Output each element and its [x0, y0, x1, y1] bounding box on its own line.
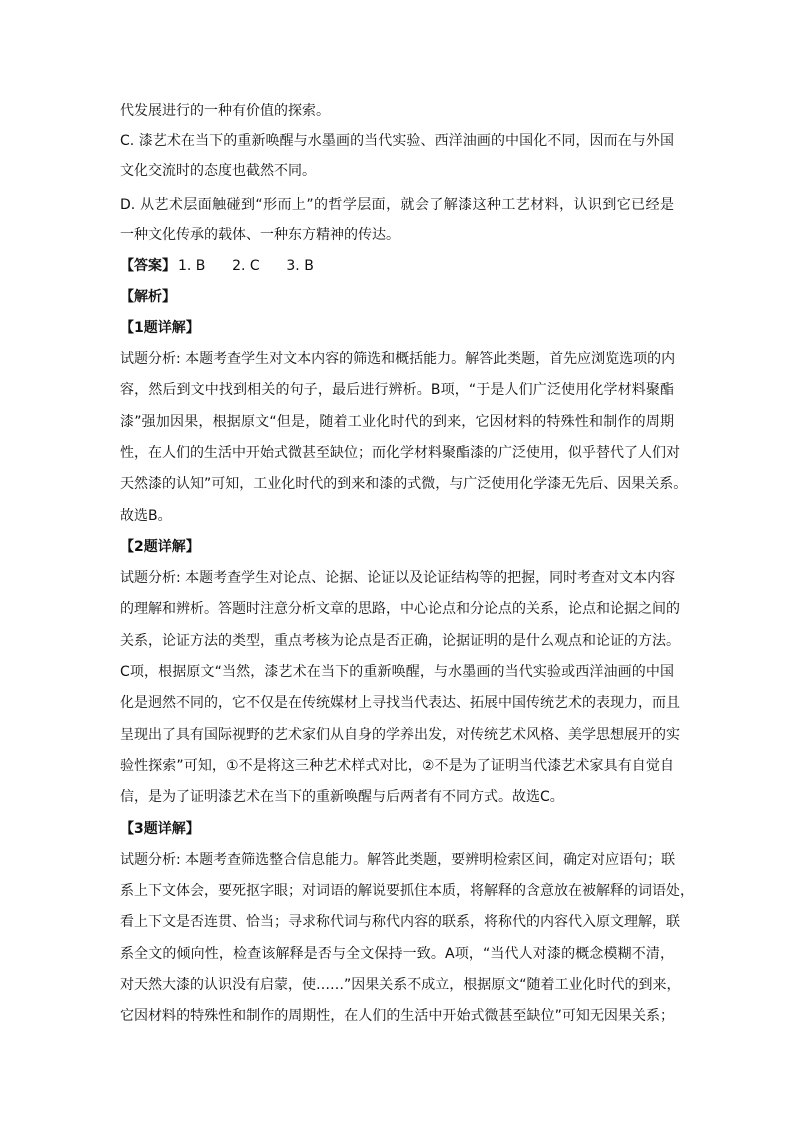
text-line: 对天然大漆的认识没有启蒙，使……”因果关系不成立，根据原文“随着工业化时代的到来， — [120, 977, 681, 993]
text-line: 关系，论证方法的类型，重点考核为论点是否正确，论据证明的是什么观点和论证的方法。 — [120, 633, 680, 649]
text-line: 的理解和辨析。答题时注意分析文章的思路，中心论点和分论点的关系，论点和论据之间的 — [120, 601, 680, 617]
section-heading-2: 【2题详解】 — [120, 539, 200, 555]
text-line: 呈现出了具有国际视野的艺术家们从自身的学养出发，对传统艺术风格、美学思想展开的实 — [120, 727, 680, 743]
option-d-line: D. 从艺术层面触碰到“形而上”的哲学层面，就会了解漆这种工艺材料，认识到它已经是 — [120, 197, 674, 213]
text-line: 容，然后到文中找到相关的句子，最后进行辨析。B项，“于是人们广泛使用化学材料聚酯 — [120, 382, 674, 398]
text-line: 文化交流时的态度也截然不同。 — [120, 163, 316, 179]
text-line: 看上下文是否连贯、恰当；寻求称代词与称代内容的联系，将称代的内容代入原文理解，联 — [120, 914, 680, 930]
text-line: 漆”强加因果，根据原文“但是，随着工业化时代的到来，它因材料的特殊性和制作的周期 — [120, 414, 674, 430]
answer-label: 【答案】 — [120, 258, 176, 274]
text-line: 一种文化传承的载体、一种东方精神的传达。 — [120, 227, 400, 243]
text-line: 系全文的倾向性，检查该解释是否与全文保持一致。A项，“当代人对漆的概念模糊不清， — [120, 946, 674, 962]
text-line: 性，在人们的生活中开始式微甚至缺位；而化学材料聚酯漆的广泛使用，似乎替代了人们对 — [120, 445, 680, 461]
section-heading-1: 【1题详解】 — [120, 320, 200, 336]
answer-line — [120, 256, 674, 276]
text-line: 系上下文体会，要死抠字眼；对词语的解说要抓住本质，将解释的含意放在被解释的词语处， — [120, 883, 694, 899]
text-line: 试题分析: 本题考查筛选整合信息能力。解答此类题，要辨明检索区间，确定对应语句；联 — [120, 852, 676, 868]
text-line: 验性探索”可知，①不是将这三种艺术样式对比，②不是为了证明当代漆艺术家具有自觉自 — [120, 758, 674, 774]
text-line: 试题分析: 本题考查学生对论点、论据、论证以及论证结构等的把握，同时考查对文本内容 — [120, 570, 676, 586]
section-heading-3: 【3题详解】 — [120, 821, 200, 837]
text-line: 代发展进行的一种有价值的探索。 — [120, 103, 330, 119]
answer-value: 1. B 2. C 3. B — [178, 258, 314, 274]
text-line: 它因材料的特殊性和制作的周期性，在人们的生活中开始式微甚至缺位”可知无因果关系； — [120, 1008, 674, 1024]
analysis-heading: 【解析】 — [120, 289, 176, 305]
text-line: 信，是为了证明漆艺术在当下的重新唤醒与后两者有不同方式。故选C。 — [120, 789, 564, 805]
text-line: 试题分析: 本题考查学生对文本内容的筛选和概括能力。解答此类题，首先应浏览选项的内 — [120, 351, 676, 367]
text-line: 化是迥然不同的，它不仅是在传统媒材上寻找当代表达、拓展中国传统艺术的表现力，而且 — [120, 695, 680, 711]
text-line: 天然漆的认知”可知，工业化时代的到来和漆的式微，与广泛使用化学漆无先后、因果关系。 — [120, 476, 688, 492]
text-line: C项，根据原文“当然，漆艺术在当下的重新唤醒，与水墨画的当代实验或西洋油画的中国 — [120, 664, 674, 680]
option-c-line: C. 漆艺术在当下的重新唤醒与水墨画的当代实验、西洋油画的中国化不同，因而在与外国 — [120, 133, 674, 149]
text-line: 故选B。 — [120, 508, 172, 524]
